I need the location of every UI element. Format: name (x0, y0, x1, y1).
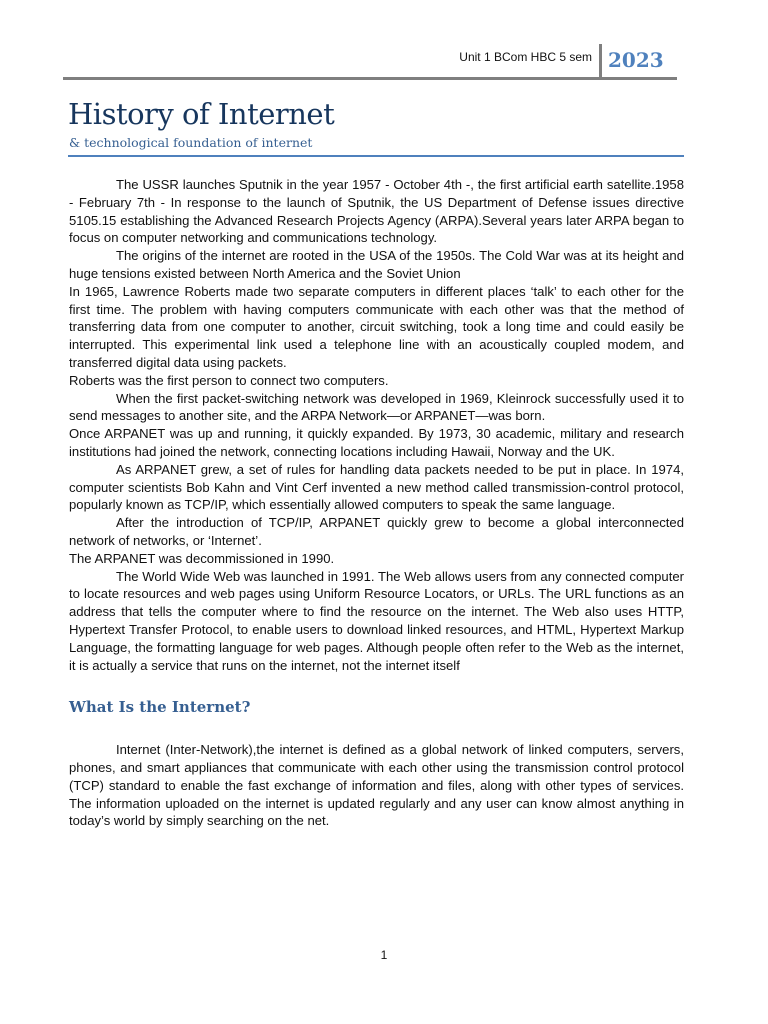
paragraph: After the introduction of TCP/IP, ARPANET quickly grew to become a global interconnected network of networks, or ‘Internet’. (69, 515, 684, 548)
paragraph: The USSR launches Sputnik in the year 1957 - October 4th -, the first artificial earth satellite.1958 - February 7th - In response to the launch of Sputnik, the US Department of Defense issues directive 5105.15 establishing the Advanced Research Projects Agency (ARPA).Several years later ARPA began to focus on computer networking and communications technology. (69, 177, 684, 246)
header-unit-label: Unit 1 BCom HBC 5 sem (459, 50, 592, 64)
paragraph: When the first packet-switching network was developed in 1969, Kleinrock successfully used it to send messages to another site, and the ARPA Network—or ARPANET—was born. (69, 390, 684, 424)
document-body (69, 176, 684, 830)
document-subtitle: & technological foundation of internet (69, 135, 313, 150)
paragraph: The ARPANET was decommissioned in 1990. (69, 550, 335, 566)
document-title: History of Internet (68, 97, 335, 131)
paragraph: Internet (Inter-Network),the internet is defined as a global network of linked computers, servers, phones, and smart appliances that communicate with each other using the transmission control protocol (TCP) standard to enable the fast exchange of information and files, along with other types of services. The information uploaded on the internet is updated regularly and any user can know almost anything in today’s world by simply searching on the net. (69, 742, 684, 829)
paragraph: Roberts was the first person to connect two computers. (69, 372, 389, 388)
header-rule (63, 77, 677, 80)
header-divider (599, 44, 602, 78)
paragraph: As ARPANET grew, a set of rules for handling data packets needed to be put in place. In 1974, computer scientists Bob Kahn and Vint Cerf invented a new method called transmission-control protocol, popularly known as TCP/IP, which essentially allowed computers to speak the same language. (69, 461, 684, 513)
page-number: 1 (380, 948, 388, 962)
paragraph: The World Wide Web was launched in 1991. The Web allows users from any connected computer to locate resources and web pages using Uniform Resource Locators, or URLs. The URL functions as an address that tells the computer where to find the resource on the internet. The Web also uses HTTP, Hypertext Transfer Protocol, to enable users to download linked resources, and HTML, Hypertext Markup Language, the formatting language for web pages. Although people often refer to the Web as the internet, it is actually a service that runs on the internet, not the internet itself (69, 568, 684, 673)
paragraph: The origins of the internet are rooted in the USA of the 1950s. The Cold War was at its height and huge tensions existed between North America and the Soviet Union (69, 248, 684, 281)
title-rule (68, 155, 684, 157)
paragraph: In 1965, Lawrence Roberts made two separate computers in different places ‘talk’ to each other for the first time. The problem with having computers communicate with each other was that the method of transferring data from one computer to another, circuit switching, took a long time and could easily be interrupted. This experimental link used a telephone line with an acoustically coupled modem, and transferred digital data using packets. (69, 283, 684, 370)
section-heading: What Is the Internet? (69, 698, 251, 717)
header-year: 2023 (608, 48, 664, 72)
paragraph: Once ARPANET was up and running, it quickly expanded. By 1973, 30 academic, military and research institutions had joined the network, connecting locations including Hawaii, Norway and the UK. (69, 426, 684, 459)
